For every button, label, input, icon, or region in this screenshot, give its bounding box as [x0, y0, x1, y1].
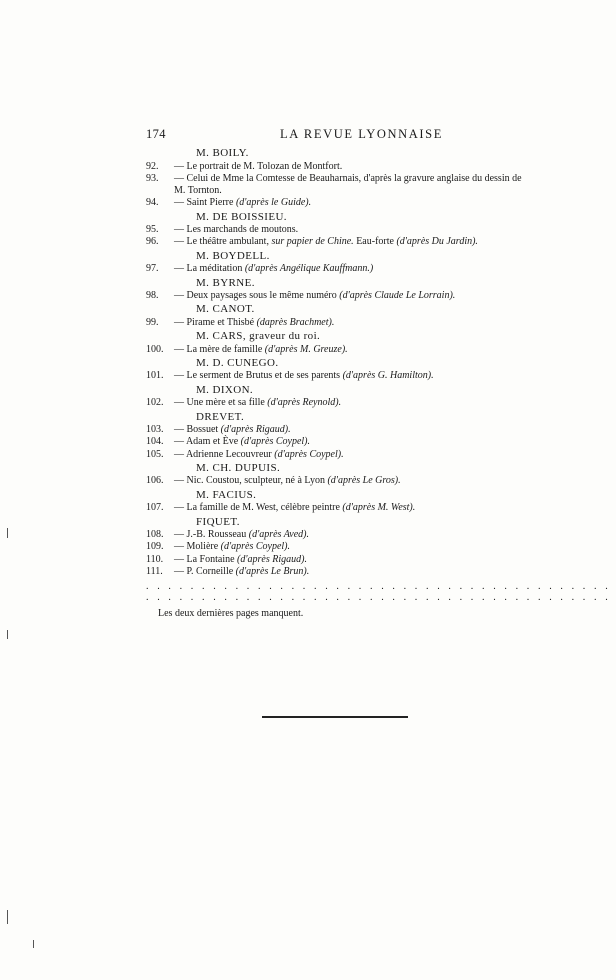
entry-title: — Le théâtre ambulant, [174, 236, 272, 248]
scan-speck [7, 910, 8, 924]
entry-title: — Adam et Ève [174, 436, 241, 448]
entry-number: 104. [146, 436, 164, 448]
catalogue-entry [146, 370, 530, 382]
entry-number: 101. [146, 370, 164, 382]
entry-title: — Molière [174, 541, 221, 553]
entry-source-italic: (d'après Rigaud). [220, 424, 291, 436]
entry-number: 93. [146, 172, 159, 184]
entry-title: — Le serment de Brutus et de ses parents [174, 370, 343, 382]
catalogue-entry [146, 173, 530, 198]
entry-number: 108. [146, 529, 164, 541]
entry-text [174, 475, 530, 487]
artist-heading: M. CH. DUPUIS. [196, 461, 281, 474]
entry-number: 102. [146, 397, 164, 409]
artist-heading: M. DIXON. [196, 383, 254, 396]
entry-text [174, 173, 530, 198]
entry-text [174, 197, 530, 209]
catalogue-entry [146, 197, 530, 209]
artist-heading: FIQUET. [196, 515, 240, 528]
entry-source-italic: (d'après le Guide). [235, 197, 312, 209]
artist-heading: DREVET. [196, 410, 245, 423]
entry-source-italic: (daprès Brachmet). [256, 316, 335, 328]
entry-number: 97. [146, 263, 159, 275]
entry-number: 106. [146, 475, 164, 487]
entry-source-italic: (d'après Reynold). [267, 397, 342, 409]
entry-number: 95. [146, 224, 159, 236]
entry-source-italic: (d'après Coypel). [274, 448, 344, 460]
entry-text [174, 554, 530, 566]
catalogue-entry [146, 236, 530, 248]
entry-text [174, 263, 530, 275]
catalogue-entry [146, 502, 530, 514]
catalogue-entry [146, 554, 530, 566]
scan-speck [33, 940, 34, 948]
entry-number: 96. [146, 236, 159, 248]
catalogue-entry [146, 449, 530, 461]
entry-source-italic: (d'après Le Gros). [327, 475, 401, 487]
catalogue-entry [146, 529, 530, 541]
entry-title: — Adrienne Lecouvreur [174, 448, 275, 460]
entry-number: 105. [146, 448, 164, 460]
entry-number: 109. [146, 541, 164, 553]
entry-number: 92. [146, 160, 159, 172]
catalogue-entry [146, 475, 530, 487]
entry-text [174, 449, 530, 461]
entry-text [174, 370, 530, 382]
entry-number: 94. [146, 197, 159, 209]
artist-heading: M. CANOT. [196, 303, 255, 316]
artist-heading: M. CARS, graveur du roi. [196, 330, 321, 343]
catalogue-list [146, 146, 616, 621]
ellipsis-row: .......................................... [146, 581, 616, 593]
entry-number: 99. [146, 316, 159, 328]
catalogue-entry [146, 344, 530, 356]
artist-heading: M. D. CUNEGO. [196, 356, 279, 369]
entry-source-italic: (d'après Du Jardin). [396, 236, 478, 248]
entry-title: — Pirame et Thisbé [174, 316, 257, 328]
entry-number: 100. [146, 343, 164, 355]
entry-source-italic: (d'après Rigaud). [237, 553, 307, 565]
entry-title: — La méditation [174, 263, 245, 275]
entry-source-italic: sur papier de Chine. [271, 236, 354, 248]
entry-text [174, 424, 530, 436]
entry-title: — Les marchands de moutons. [174, 224, 299, 236]
entry-title: — Saint Pierre [174, 197, 236, 209]
entry-title: — J.-B. Rousseau [174, 529, 249, 541]
entry-source-italic: (d'après G. Hamilton). [342, 370, 434, 382]
journal-title: LA REVUE LYONNAISE [280, 127, 443, 141]
entry-number: 110. [146, 553, 164, 565]
catalogue-entry [146, 424, 530, 436]
entry-title: — Deux paysages sous le même numéro [174, 290, 340, 302]
catalogue-entry [146, 161, 530, 173]
entry-text [174, 541, 530, 553]
entry-number: 107. [146, 502, 164, 514]
entry-title: — Celui de Mme la Comtesse de Beauharnais, d'après la gravure anglaise du dessin de M. Tornton. [174, 172, 522, 197]
entry-title: — Bossuet [174, 424, 221, 436]
entry-title: Eau-forte [353, 236, 397, 248]
page-number: 174 [146, 127, 166, 141]
entry-title: — Nic. Coustou, sculpteur, né à Lyon [174, 475, 328, 487]
entry-text [174, 236, 530, 248]
entry-number: 98. [146, 290, 159, 302]
entry-number: 103. [146, 424, 164, 436]
entry-source-italic: (d'après Coypel). [220, 541, 291, 553]
catalogue-entry [146, 224, 530, 236]
ellipsis-rows [146, 581, 616, 604]
scan-speck [7, 630, 8, 639]
entry-text [174, 566, 530, 578]
entry-text [174, 344, 530, 356]
catalogue-entry [146, 436, 530, 448]
entry-text [174, 290, 530, 302]
entry-source-italic: (d'après M. Greuze). [264, 343, 348, 355]
artist-heading: M. BOILY. [196, 147, 249, 159]
catalogue-entry [146, 541, 530, 553]
artist-heading: M. BYRNE. [196, 276, 255, 289]
entry-text [174, 397, 530, 409]
entry-title: — La mère de famille [174, 343, 265, 355]
entry-text [174, 224, 530, 236]
catalogue-entry [146, 263, 530, 275]
entry-source-italic: (d'après Le Brun). [235, 565, 310, 577]
catalogue-entry [146, 566, 530, 578]
artist-heading: M. DE BOISSIEU. [196, 210, 287, 223]
ellipsis-row: .......................................... [146, 592, 616, 604]
entry-number: 111. [146, 565, 163, 577]
catalogue-entry [146, 397, 530, 409]
catalogue-entry [146, 290, 530, 302]
artist-heading: M. BOYDELL. [196, 249, 270, 262]
entry-source-italic: (d'après Aved). [248, 529, 310, 541]
entry-source-italic: (d'après Coypel). [240, 436, 311, 448]
entry-text [174, 161, 530, 173]
entry-title: — La famille de M. West, célèbre peintre [174, 502, 343, 514]
entry-text [174, 502, 530, 514]
entry-title: — Une mère et sa fille [174, 397, 268, 409]
entry-title: — La Fontaine [174, 553, 238, 565]
artist-heading: M. FACIUS. [196, 488, 257, 501]
catalogue-entry [146, 317, 530, 329]
entry-title: — Le portrait de M. Tolozan de Montfort. [174, 160, 343, 172]
entry-source-italic: (d'après Angélique Kauffmann.) [244, 263, 374, 275]
entry-text [174, 529, 530, 541]
entry-text [174, 317, 530, 329]
entry-source-italic: (d'après M. West). [342, 502, 416, 514]
entry-source-italic: (d'après Claude Le Lorrain). [339, 290, 456, 302]
entry-text [174, 436, 530, 448]
closing-note: Les deux dernières pages manquent. [158, 608, 304, 620]
end-rule [262, 716, 408, 718]
entry-title: — P. Corneille [174, 565, 236, 577]
scan-speck [7, 528, 8, 538]
